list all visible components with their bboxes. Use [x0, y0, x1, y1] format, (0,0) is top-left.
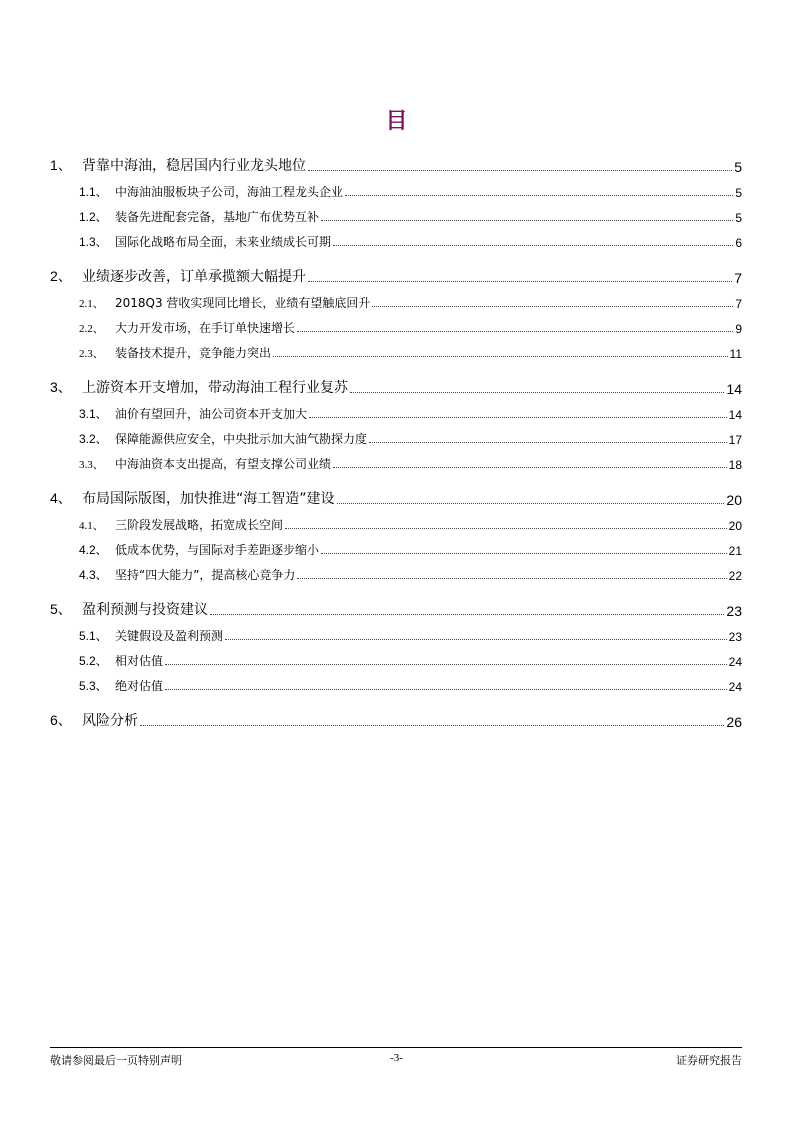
toc-page-number: 18 — [728, 458, 742, 472]
toc-entry-label: 低成本优势，与国际对手差距逐步缩小 — [115, 543, 320, 557]
toc-section — [50, 483, 742, 583]
toc-entry-number: 1.1、 — [79, 185, 108, 199]
toc-entry-number: 2.3、 — [79, 348, 104, 360]
dot-leader — [309, 417, 727, 418]
toc-entry-1-1[interactable] — [50, 175, 742, 200]
toc-entry-number: 2.2、 — [79, 323, 104, 335]
toc-page-number: 20 — [728, 519, 742, 533]
toc-entry-label: 盈利预测与投资建议 — [82, 602, 208, 618]
toc-entry-3[interactable] — [50, 372, 742, 397]
dot-leader — [297, 578, 726, 579]
toc-entry-label: 装备技术提升，竞争能力突出 — [115, 346, 272, 360]
toc-entry-label: 关键假设及盈利预测 — [115, 629, 224, 643]
toc-page-number: 24 — [728, 680, 742, 694]
toc-entry-number: 1.2、 — [79, 210, 108, 224]
toc-entry-4-1[interactable] — [50, 508, 742, 533]
toc-entry-1[interactable] — [50, 150, 742, 175]
toc-entry-label: 油价有望回升，油公司资本开支加大 — [115, 407, 308, 421]
toc-page-number: 24 — [728, 655, 742, 669]
toc-entry-label: 2018Q3 营收实现同比增长，业绩有望触底回升 — [115, 296, 371, 310]
toc-entry-label: 装备先进配套完备，基地广布优势互补 — [115, 210, 320, 224]
toc-entry-label: 上游资本开支增加，带动海油工程行业复苏 — [82, 380, 348, 396]
toc-entry-5-2[interactable] — [50, 644, 742, 669]
dot-leader — [350, 392, 724, 393]
toc-page-number: 22 — [728, 569, 742, 583]
toc-section — [50, 150, 742, 250]
toc-entry-1-3[interactable] — [50, 225, 742, 250]
dot-leader — [285, 528, 727, 529]
dot-leader — [165, 689, 727, 690]
toc-page-number: 20 — [726, 492, 742, 508]
toc-entry-4[interactable] — [50, 483, 742, 508]
toc-page-number: 5 — [735, 186, 742, 200]
toc-section — [50, 705, 742, 730]
dot-leader — [345, 195, 733, 196]
toc-entry-label: 业绩逐步改善，订单承揽额大幅提升 — [82, 269, 306, 285]
toc-entry-number: 4.2、 — [79, 543, 108, 557]
toc-entry-number: 4.3、 — [79, 568, 108, 582]
toc-entry-number: 3.1、 — [79, 407, 108, 421]
toc-entry-label: 中海油油服板块子公司，海油工程龙头企业 — [115, 185, 344, 199]
toc-entry-label: 布局国际版图，加快推进“海工智造”建设 — [82, 491, 335, 507]
toc-entry-3-2[interactable] — [50, 422, 742, 447]
toc-entry-number: 2、 — [50, 268, 72, 284]
dot-leader — [297, 331, 733, 332]
toc-entry-number: 2.1、 — [79, 298, 104, 310]
toc-entry-number: 3.3、 — [79, 459, 104, 471]
toc-entry-2-1[interactable] — [50, 286, 742, 311]
toc-page-number: 21 — [728, 544, 742, 558]
toc-entry-2-3[interactable] — [50, 336, 742, 361]
dot-leader — [308, 281, 732, 282]
dot-leader — [308, 170, 732, 171]
toc-entry-label: 三阶段发展战略，拓宽成长空间 — [115, 518, 284, 532]
toc-entry-label: 绝对估值 — [115, 679, 164, 693]
dot-leader — [140, 725, 724, 726]
page-title: 目 — [385, 109, 408, 134]
dot-leader — [372, 306, 733, 307]
toc-section — [50, 372, 742, 472]
toc-entry-3-3[interactable] — [50, 447, 742, 472]
toc-entry-number: 5、 — [50, 601, 72, 617]
toc-entry-number: 5.1、 — [79, 629, 108, 643]
toc-section — [50, 594, 742, 694]
toc-page-number: 17 — [728, 433, 742, 447]
toc-page-number: 5 — [734, 159, 742, 175]
toc-entry-5[interactable] — [50, 594, 742, 619]
footer-report-type: 证券研究报告 — [676, 1054, 742, 1067]
toc-page-number: 14 — [726, 381, 742, 397]
footer-divider — [50, 1047, 742, 1048]
toc-entry-label: 国际化战略布局全面，未来业绩成长可期 — [115, 235, 332, 249]
toc-entry-label: 风险分析 — [82, 713, 138, 729]
toc-entry-number: 5.3、 — [79, 679, 108, 693]
toc-page-number: 26 — [726, 714, 742, 730]
toc-entry-5-1[interactable] — [50, 619, 742, 644]
dot-leader — [165, 664, 727, 665]
toc-section — [50, 261, 742, 361]
dot-leader — [273, 356, 728, 357]
toc-entry-2[interactable] — [50, 261, 742, 286]
toc-entry-number: 6、 — [50, 712, 72, 728]
dot-leader — [225, 639, 727, 640]
dot-leader — [333, 245, 733, 246]
toc-entry-number: 1.3、 — [79, 235, 108, 249]
toc-page-number: 5 — [735, 211, 742, 225]
dot-leader — [337, 503, 725, 504]
toc-page-number: 9 — [735, 322, 742, 336]
toc-entry-2-2[interactable] — [50, 311, 742, 336]
footer-page-number: -3- — [390, 1052, 403, 1064]
toc-entry-4-2[interactable] — [50, 533, 742, 558]
toc-entry-number: 5.2、 — [79, 654, 108, 668]
dot-leader — [321, 553, 727, 554]
toc-entry-label: 背靠中海油，稳居国内行业龙头地位 — [82, 158, 306, 174]
footer-disclaimer: 敬请参阅最后一页特别声明 — [50, 1054, 182, 1067]
dot-leader — [369, 442, 727, 443]
toc-entry-label: 保障能源供应安全，中央批示加大油气勘探力度 — [115, 432, 368, 446]
toc-entry-5-3[interactable] — [50, 669, 742, 694]
toc-page-number: 11 — [729, 347, 742, 361]
toc-page-number: 23 — [726, 603, 742, 619]
toc-entry-number: 3、 — [50, 379, 72, 395]
toc-entry-label: 中海油资本支出提高，有望支撑公司业绩 — [115, 457, 332, 471]
toc-entry-label: 相对估值 — [115, 654, 164, 668]
toc-entry-4-3[interactable] — [50, 558, 742, 583]
toc-page-number: 7 — [734, 270, 742, 286]
toc-entry-6[interactable] — [50, 705, 742, 730]
dot-leader — [321, 220, 733, 221]
toc-entry-number: 1、 — [50, 157, 72, 173]
toc-page-number: 6 — [735, 236, 742, 250]
toc-page-number: 7 — [735, 297, 742, 311]
toc-page-number: 23 — [728, 630, 742, 644]
dot-leader — [210, 614, 724, 615]
toc-entry-number: 3.2、 — [79, 432, 108, 446]
toc-entry-number: 4、 — [50, 490, 72, 506]
toc-entry-number: 4.1、 — [79, 520, 104, 532]
toc-entry-label: 坚持“四大能力”，提高核心竞争力 — [115, 568, 296, 582]
toc-entry-label: 大力开发市场，在手订单快速增长 — [115, 321, 296, 335]
toc-page-number: 14 — [728, 408, 742, 422]
table-of-contents — [50, 150, 742, 741]
toc-entry-1-2[interactable] — [50, 200, 742, 225]
toc-entry-3-1[interactable] — [50, 397, 742, 422]
dot-leader — [333, 467, 727, 468]
